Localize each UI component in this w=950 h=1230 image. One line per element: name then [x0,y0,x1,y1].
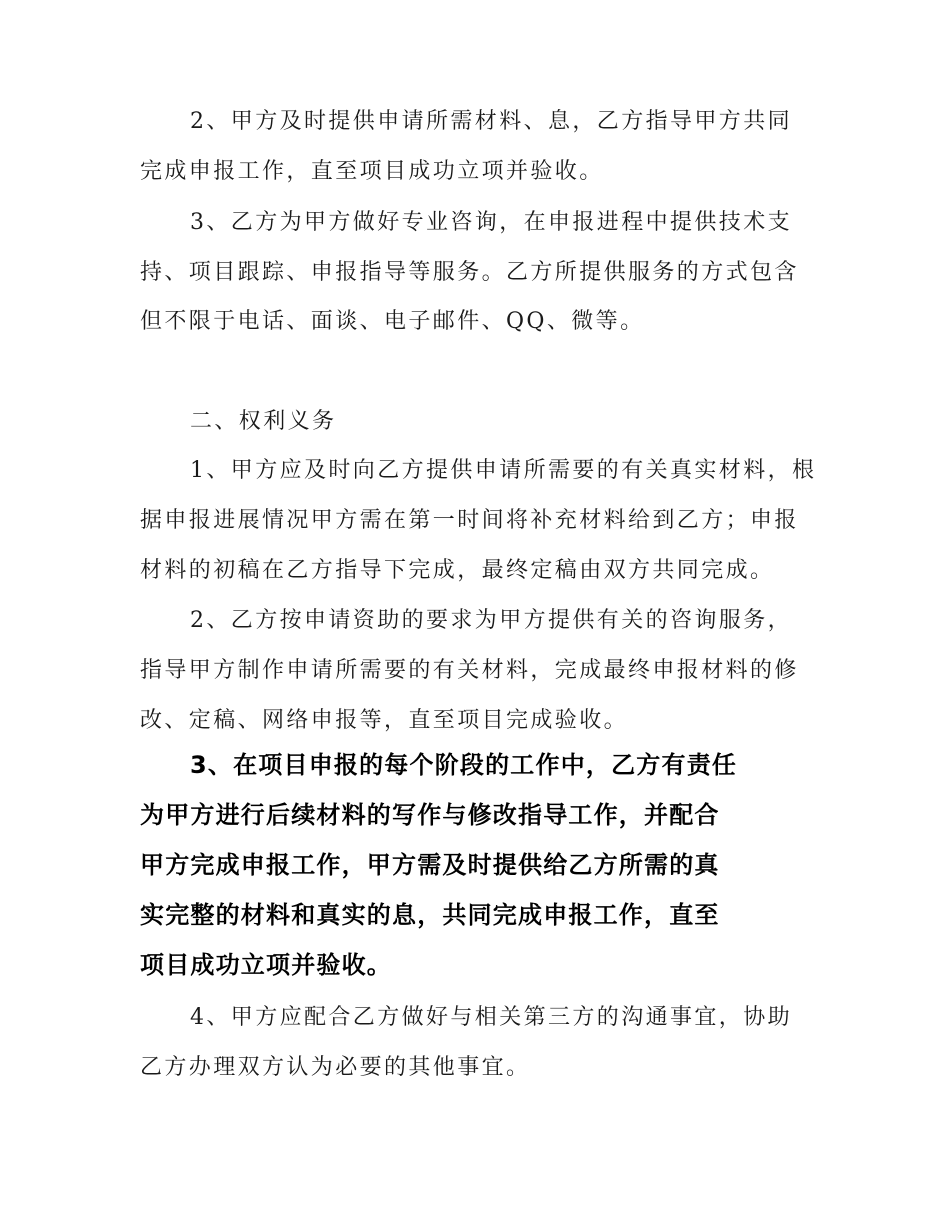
paragraph-line: 持、项目跟踪、申报指导等服务。乙方所提供服务的方式包含 [140,260,799,285]
paragraph-line: 完成申报工作，直至项目成功立项并验收。 [140,159,604,184]
paragraph-line: 指导甲方制作申请所需要的有关材料，完成最终申报材料的修 [140,658,799,683]
paragraph-line: 改、定稿、网络申报等，直至项目完成验收。 [140,708,629,733]
section-heading: 二、权利义务 [190,409,337,434]
paragraph-line: 3、乙方为甲方做好专业咨询，在申报进程中提供技术支 [190,210,792,235]
paragraph-line: 据申报进展情况甲方需在第一时间将补充材料给到乙方；申报 [140,508,799,533]
paragraph-line: 4、甲方应配合乙方做好与相关第三方的沟通事宜，协助 [190,1005,792,1030]
bold-paragraph-line: 3、在项目申报的每个阶段的工作中，乙方有责任 [190,751,738,779]
paragraph-line: 乙方办理双方认为必要的其他事宜。 [140,1055,531,1080]
paragraph-line: 2、甲方及时提供申请所需材料、息，乙方指导甲方共同 [190,109,792,134]
paragraph-line: 材料的初稿在乙方指导下完成，最终定稿由双方共同完成。 [140,558,775,583]
bold-paragraph-line: 甲方完成申报工作，甲方需及时提供给乙方所需的真 [140,851,720,879]
paragraph-line: 2、乙方按申请资助的要求为甲方提供有关的咨询服务， [190,608,792,633]
bold-paragraph-line: 实完整的材料和真实的息，共同完成申报工作，直至 [140,901,720,929]
paragraph-line: 1、甲方应及时向乙方提供申请所需要的有关真实材料，根 [190,458,817,483]
bold-paragraph-line: 项目成功立项并验收。 [140,951,392,979]
bold-paragraph-line: 为甲方进行后续材料的写作与修改指导工作，并配合 [140,801,720,829]
paragraph-line: 但不限于电话、面谈、电子邮件、QQ、微等。 [140,309,645,334]
